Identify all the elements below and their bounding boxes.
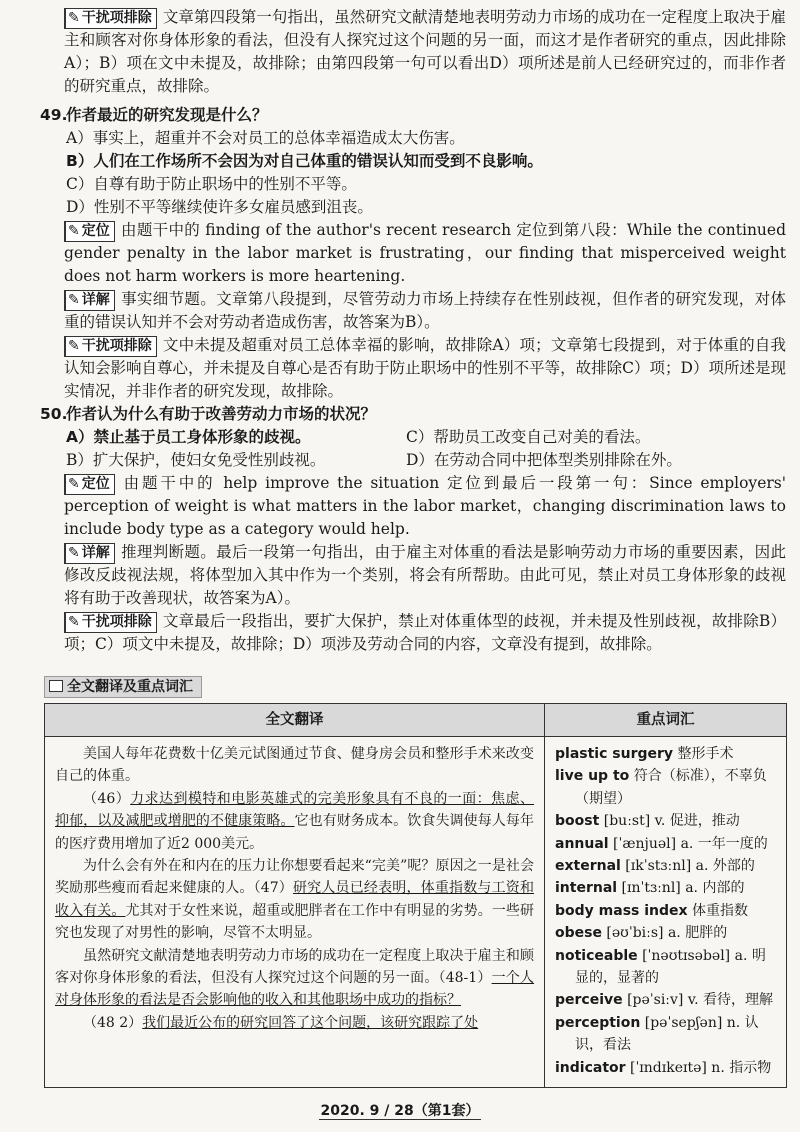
vocab-entry: plastic surgery 整形手术 <box>555 746 734 762</box>
pencil-icon: ✎ <box>68 476 80 492</box>
vocab-entry-continuation: （期望） <box>575 790 631 807</box>
vocab-entry: indicator [ˈɪndɪkeɪtə] n. 指示物 <box>555 1059 772 1076</box>
question-title: 作者最近的研究发现是什么？ <box>66 106 268 124</box>
vocab-entry: body mass index 体重指数 <box>555 902 749 919</box>
translation-cell <box>45 737 545 1088</box>
vocab-entry-continuation: 显的，显著的 <box>575 970 659 987</box>
question-49 <box>40 104 786 403</box>
column-header-vocab: 重点词汇 <box>545 704 787 737</box>
locate-tag: ✎ 定位 <box>64 221 115 242</box>
translation-paragraph: 为什么会有外在和内在的压力让你想要看起来“完美”呢？原因之一是社会奖励那些瘦而看起来健康的人。（47）研究人员已经表明，体重指数与工资和收入有关。尤其对于女性来说，超重或肥胖者在工作中有明显的劣势。一些研究也发现了对男性的影响，尽管不太明显。 <box>55 858 535 942</box>
option-d: D）在劳动合同中把体型类别排除在外。 <box>406 451 682 469</box>
locate-paragraph: ✎ 定位 由题干中的 help improve the situation 定位到最后一段第一句：Since employers' perception of weight is what matters in the labor market，changing discrimination laws to include body type as a category would help. <box>64 474 786 538</box>
page-footer <box>0 1100 800 1123</box>
pencil-icon: ✎ <box>68 223 80 239</box>
translation-paragraph: 美国人每年花费数十亿美元试图通过节食、健身房会员和整形手术来改变自己的体重。 <box>55 746 534 785</box>
locate-tag: ✎ 定位 <box>64 474 115 495</box>
vocab-entry: internal [ɪnˈtɜːnl] a. 内部的 <box>555 880 745 897</box>
pencil-icon: ✎ <box>68 614 80 630</box>
detail-tag: ✎ 详解 <box>64 543 115 564</box>
translation-table <box>44 703 787 1088</box>
distractor-tag: ✎ 干扰项排除 <box>64 336 157 357</box>
vocab-cell <box>545 737 787 1088</box>
book-icon <box>49 680 63 692</box>
option-a-answer: A）禁止基于员工身体形象的歧视。 <box>66 428 311 446</box>
section-header: 全文翻译及重点词汇 <box>44 676 202 698</box>
option-b: B）扩大保护，使妇女免受性别歧视。 <box>66 451 326 469</box>
vocab-entry: noticeable [ˈnəʊtɪsəbəl] a. 明 <box>555 947 766 964</box>
intro-distractor-text: 文章第四段第一句指出，虽然研究文献清楚地表明劳动力市场的成功在一定程度上取决于雇主和顾客对你身体形象的看法，但没有人探究过这个问题的另一面，而这才是作者研究的重点，因此排除A）；B）项在文中未提及，故排除；由第四段第一句可以看出D）项所述是前人已经研究过的，而非作者的研究重点，故排除。 <box>64 8 786 95</box>
option-c: C）自尊有助于防止职场中的性别不平等。 <box>66 175 357 193</box>
vocab-entry: obese [əʊˈbiːs] a. 肥胖的 <box>555 925 728 942</box>
option-c: C）帮助员工改变自己对美的看法。 <box>406 428 651 446</box>
distractor-tag: ✎ 干扰项排除 <box>64 612 157 633</box>
question-title: 作者认为什么有助于改善劳动力市场的状况？ <box>66 405 377 423</box>
distractor-tag: ✎ 干扰项排除 <box>64 8 157 29</box>
detail-paragraph: ✎ 详解 事实细节题。文章第八段提到，尽管劳动力市场上持续存在性别歧视，但作者的研究发现，对体重的错误认知并不会对劳动者造成伤害，故答案为B）。 <box>64 290 786 331</box>
pencil-icon: ✎ <box>68 10 80 26</box>
question-number: 50. <box>40 405 68 423</box>
option-a: A）事实上，超重并不会对员工的总体幸福造成太大伤害。 <box>66 129 465 147</box>
options-grid <box>40 426 786 472</box>
translation-paragraph: （48 2）我们最近公布的研究回答了这个问题，该研究跟踪了处 <box>83 1014 479 1031</box>
distractor-paragraph: ✎ 干扰项排除 文中未提及超重对员工总体幸福的影响，故排除A）项；文章第七段提到，对于体重的自我认知会影响自尊心，并未提及自尊心是否有助于防止职场中的性别不平等，故排除C）项；D）项所述是现实情况，并非作者的研究发现，故排除。 <box>64 336 786 400</box>
column-header-translation: 全文翻译 <box>45 704 545 737</box>
vocab-entry: external [ɪkˈstɜːnl] a. 外部的 <box>555 858 755 875</box>
vocab-entry-continuation: 识，看法 <box>575 1037 631 1054</box>
vocab-entry: boost [buːst] v. 促进，推动 <box>555 813 740 830</box>
vocab-entry: annual [ˈænjuəl] a. 一年一度的 <box>555 835 768 852</box>
translation-paragraph: 虽然研究文献清楚地表明劳动力市场的成功在一定程度上取决于雇主和顾客对你身体形象的看法，但没有人探究过这个问题的另一面。（48-1）一个人对身体形象的看法是否会影响他的收入和其他职场中成功的指标？ <box>55 947 535 1009</box>
detail-paragraph: ✎ 详解 推理判断题。最后一段第一句指出，由于雇主对体重的看法是影响劳动力市场的重要因素，因此修改反歧视法规，将体型加入其中作为一个类别，将会有所帮助。由此可见，禁止对员工身体形象的歧视将有助于改善现状，故答案为A）。 <box>64 543 786 607</box>
page-number: 2020. 9 / 28（第1套） <box>320 1103 480 1119</box>
intro-distractor-block <box>64 6 786 98</box>
question-number: 49. <box>40 106 68 124</box>
detail-tag: ✎ 详解 <box>64 290 115 311</box>
pencil-icon: ✎ <box>68 338 80 354</box>
vocab-entry: perceive [pəˈsiːv] v. 看待，理解 <box>555 992 773 1009</box>
vocab-entry: perception [pəˈsepʃən] n. 认 <box>555 1014 759 1031</box>
translation-paragraph: （46）力求达到模特和电影英雄式的完美形象具有不良的一面：焦虑、抑郁，以及减肥或增肥的不健康策略。它也有财务成本。饮食失调使每人每年的医疗费用增加了近2 000美元。 <box>55 790 535 852</box>
distractor-paragraph: ✎ 干扰项排除 文章最后一段指出，要扩大保护，禁止对体重体型的歧视，并未提及性别歧视，故排除B）项；C）项文中未提及，故排除；D）项涉及劳动合同的内容，文章没有提到，故排除。 <box>64 612 786 653</box>
option-b-answer: B）人们在工作场所不会因为对自己体重的错误认知而受到不良影响。 <box>66 152 543 170</box>
pencil-icon: ✎ <box>68 545 80 561</box>
question-50 <box>40 403 786 656</box>
vocab-entry: live up to 符合（标准），不辜负 <box>555 768 767 785</box>
locate-paragraph: ✎ 定位 由题干中的 finding of the author's recent research 定位到第八段：While the continued gender penalty in the labor market is frustrating，our finding that misperceived weight does not harm workers is more heartening. <box>64 221 786 285</box>
pencil-icon: ✎ <box>68 292 80 308</box>
option-d: D）性别不平等继续使许多女雇员感到沮丧。 <box>66 198 373 216</box>
